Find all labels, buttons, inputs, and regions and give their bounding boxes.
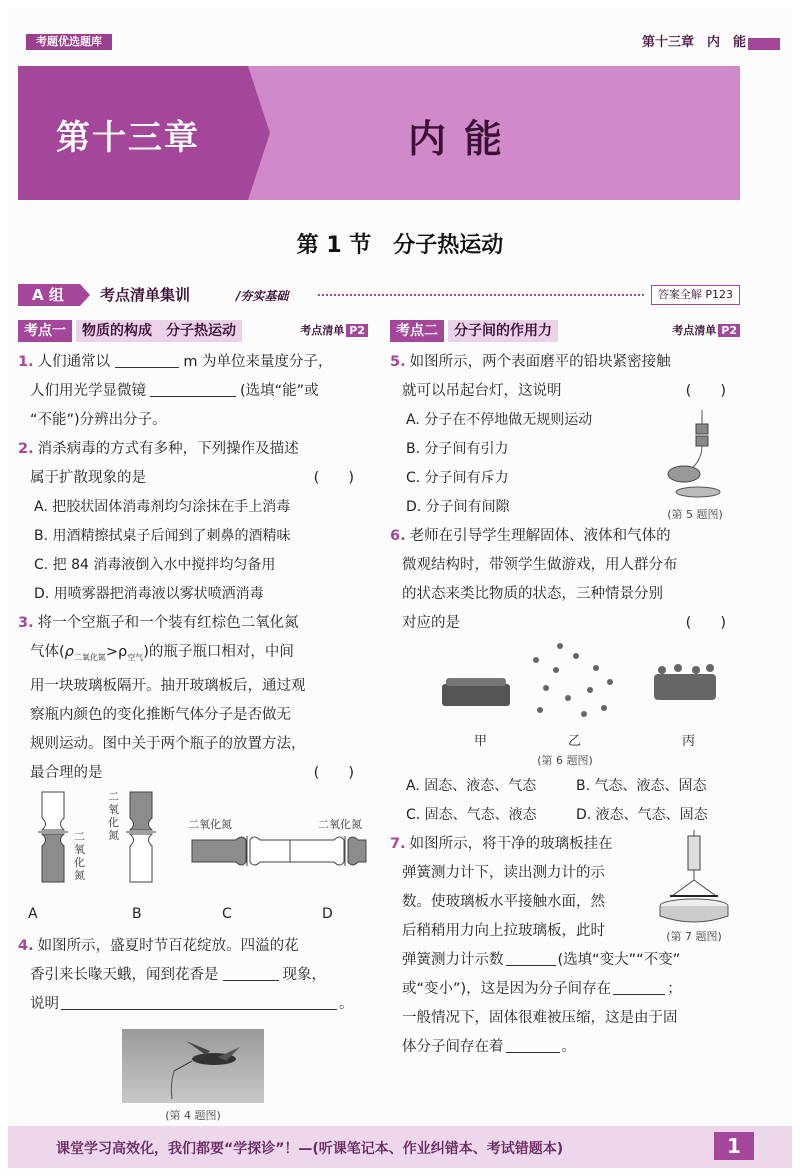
option-a[interactable]: A. 分子在不停地做无规则运动 bbox=[406, 412, 593, 428]
option-b[interactable]: B. 用酒精擦拭桌子后闻到了刺鼻的酒精味 bbox=[34, 528, 291, 544]
kp-tag: 考点二 bbox=[390, 320, 444, 342]
gas-label-a: 二氧化氮 bbox=[74, 829, 85, 882]
question-number: 4. bbox=[18, 937, 34, 954]
figure-caption: (第 7 题图) bbox=[666, 930, 722, 943]
page-footer bbox=[8, 1126, 792, 1168]
question-3 bbox=[18, 609, 368, 932]
answer-reference: 答案全解 P123 bbox=[651, 285, 740, 305]
gas-label-c: 二氧化氮 bbox=[188, 817, 232, 831]
question-text: 对应的是 bbox=[402, 615, 460, 631]
question-text: 一般情况下，固体很难被压缩，这是由于固 bbox=[402, 1010, 678, 1026]
option-c[interactable]: C. 固态、气态、液态 bbox=[406, 807, 537, 823]
moth-icon bbox=[122, 1029, 264, 1103]
option-a[interactable]: A. 把胶状固体消毒剂均匀涂抹在手上消毒 bbox=[34, 499, 291, 515]
question-text: 如图所示，盛夏时节百花绽放。四溢的花 bbox=[37, 937, 299, 954]
question-text: 弹簧测力计下，读出测力计的示 bbox=[402, 865, 605, 881]
question-text: m 为单位来量度分子， bbox=[183, 354, 333, 370]
question-text: ； bbox=[667, 981, 682, 997]
question-text: (选填“能”或 bbox=[240, 383, 319, 399]
chapter-title: 内能 bbox=[408, 117, 521, 161]
right-column bbox=[390, 320, 740, 1062]
question-number: 6. bbox=[390, 528, 406, 544]
question-text: “不能”)分辨出分子。 bbox=[30, 412, 167, 428]
option-row bbox=[390, 772, 740, 801]
answer-blank[interactable] bbox=[506, 951, 556, 966]
answer-blank[interactable] bbox=[506, 1038, 560, 1053]
answer-blank[interactable] bbox=[150, 382, 236, 397]
label-yi: 乙 bbox=[568, 734, 582, 749]
option-d[interactable]: D. 液态、气态、固态 bbox=[576, 807, 708, 823]
question-text: 属于扩散现象的是 bbox=[30, 470, 146, 486]
spring-scale-figure bbox=[654, 830, 734, 926]
label-d[interactable]: D bbox=[322, 905, 333, 922]
page-number: 1 bbox=[714, 1132, 754, 1160]
kp-reference bbox=[300, 322, 368, 340]
option-b[interactable]: B. 分子间有引力 bbox=[406, 441, 509, 457]
question-number: 1. bbox=[18, 354, 34, 370]
label-c[interactable]: C bbox=[222, 905, 232, 922]
running-header: 第十三章 内 能 bbox=[641, 35, 746, 50]
question-2 bbox=[18, 435, 368, 609]
group-bar bbox=[18, 284, 740, 306]
figure-labels bbox=[28, 905, 368, 932]
kp-tag: 考点一 bbox=[18, 320, 72, 342]
question-text: 香引来长喙天蛾，闻到花香是 bbox=[30, 966, 219, 983]
answer-blank[interactable] bbox=[61, 995, 337, 1010]
question-text: 气体( bbox=[30, 644, 65, 660]
gas-label-b: 二氧化氮 bbox=[108, 789, 119, 842]
question-text: 最合理的是 bbox=[30, 764, 103, 781]
gas-label-d: 二氧化氮 bbox=[318, 817, 362, 831]
kp-ref-page: P2 bbox=[718, 324, 740, 337]
lamp-icon bbox=[658, 410, 738, 502]
question-text: )的瓶子瓶口相对，中间 bbox=[143, 644, 294, 660]
question-number: 7. bbox=[390, 836, 406, 852]
question-text: 就可以吊起台灯，这说明 bbox=[402, 383, 562, 399]
question-text: (选填“变大”“不变” bbox=[557, 952, 681, 968]
question-number: 2. bbox=[18, 441, 34, 457]
lamp-figure bbox=[658, 410, 738, 502]
question-text: 老师在引导学生理解固体、液体和气体的 bbox=[409, 528, 671, 544]
question-text: 消杀病毒的方式有多种，下列操作及描述 bbox=[37, 441, 299, 457]
spring-scale-icon bbox=[654, 830, 734, 926]
question-text: 微观结构时，带领学生做游戏，用人群分布 bbox=[402, 557, 678, 573]
label-jia: 甲 bbox=[474, 734, 488, 749]
question-text: 。 bbox=[339, 995, 354, 1012]
label-b[interactable]: B bbox=[132, 905, 142, 922]
option-c[interactable]: C. 分子间有斥力 bbox=[406, 470, 509, 486]
question-text: 或“变小”)，这是因为分子间存在 bbox=[402, 981, 612, 997]
option-b[interactable]: B. 气态、液态、固态 bbox=[576, 778, 707, 794]
answer-paren[interactable]: ( ) bbox=[685, 615, 726, 631]
rho-symbol: ρ bbox=[64, 644, 74, 660]
question-text: 。 bbox=[561, 1039, 576, 1055]
moth-photo bbox=[122, 1029, 264, 1103]
chapter-banner bbox=[18, 66, 740, 200]
book-series-label: 考题优选题库 bbox=[26, 34, 112, 50]
figure-caption: (第 4 题图) bbox=[165, 1108, 221, 1122]
option-d[interactable]: D. 分子间有间隙 bbox=[406, 499, 510, 515]
question-7 bbox=[390, 830, 740, 1062]
question-text: 现象， bbox=[282, 966, 326, 983]
kp-title: 分子间的作用力 bbox=[448, 320, 558, 342]
footer-slogan: 课堂学习高效化，我们都要“学探诊”！—(听课笔记本、作业纠错本、考试错题本) bbox=[56, 1141, 564, 1157]
subscript: 二氧化氮 bbox=[73, 652, 106, 662]
crowd-diagram bbox=[390, 638, 740, 730]
subscript: 空气 bbox=[127, 652, 144, 662]
question-text: 规则运动。图中关于两个瓶子的放置方法， bbox=[30, 735, 306, 752]
crowd-figure bbox=[390, 638, 740, 730]
figure-caption: (第 5 题图) bbox=[667, 508, 723, 521]
question-text: 数。使玻璃板水平接触水面，然 bbox=[402, 894, 605, 910]
kp-ref-label: 考点清单 bbox=[672, 324, 717, 337]
section-title: 第 1 节 分子热运动 bbox=[296, 233, 504, 258]
question-5 bbox=[390, 348, 740, 522]
figure-caption: (第 6 题图) bbox=[537, 754, 593, 767]
question-text: 的状态来类比物质的状态，三种情景分别 bbox=[402, 586, 663, 602]
question-number: 3. bbox=[18, 615, 34, 631]
group-title: 考点清单集训 bbox=[100, 286, 191, 304]
question-4 bbox=[18, 932, 368, 1123]
answer-paren[interactable]: ( ) bbox=[313, 470, 354, 486]
option-d[interactable]: D. 用喷雾器把消毒液以雾状喷洒消毒 bbox=[34, 586, 264, 602]
question-text: 如图所示，将干净的玻璃板挂在 bbox=[409, 836, 613, 852]
kp-ref-page: P2 bbox=[346, 324, 368, 337]
question-1 bbox=[18, 348, 368, 435]
label-a[interactable]: A bbox=[28, 905, 38, 922]
knowledge-point-bar bbox=[390, 320, 740, 342]
question-number: 5. bbox=[390, 354, 406, 370]
question-text: 体分子间存在着 bbox=[402, 1039, 504, 1055]
answer-paren[interactable]: ( ) bbox=[685, 383, 726, 399]
question-text: >ρ bbox=[105, 644, 128, 660]
question-text: 人们用光学显微镜 bbox=[30, 383, 146, 399]
question-text: 将一个空瓶子和一个装有红棕色二氧化氮 bbox=[37, 615, 299, 631]
question-text: 后稍稍用力向上拉玻璃板，此时 bbox=[402, 923, 605, 939]
question-6 bbox=[390, 522, 740, 830]
question-text: 如图所示，两个表面磨平的铅块紧密接触 bbox=[409, 354, 671, 370]
answer-blank[interactable] bbox=[223, 966, 279, 981]
kp-reference bbox=[672, 322, 740, 340]
label-bing: 丙 bbox=[682, 734, 696, 749]
answer-blank[interactable] bbox=[115, 353, 179, 368]
group-subtitle: /夯实基础 bbox=[236, 289, 289, 303]
question-text: 弹簧测力计示数 bbox=[402, 952, 504, 968]
kp-ref-label: 考点清单 bbox=[300, 324, 345, 337]
question-text: 说明 bbox=[30, 995, 59, 1012]
option-c[interactable]: C. 把 84 消毒液倒入水中搅拌均匀备用 bbox=[34, 557, 276, 573]
crowd-labels bbox=[390, 730, 740, 752]
option-row bbox=[390, 801, 740, 830]
knowledge-point-bar bbox=[18, 320, 368, 342]
kp-title: 物质的构成 分子热运动 bbox=[76, 320, 242, 342]
question-text: 人们通常以 bbox=[37, 354, 111, 370]
page bbox=[8, 8, 792, 1168]
answer-paren[interactable]: ( ) bbox=[313, 764, 354, 781]
option-a[interactable]: A. 固态、液态、气态 bbox=[406, 778, 537, 794]
group-tag: A 组 bbox=[18, 284, 80, 306]
question-text: 察瓶内颜色的变化推断气体分子是否做无 bbox=[30, 706, 291, 723]
question-text: 用一块玻璃板隔开。抽开玻璃板后，通过观 bbox=[30, 677, 306, 694]
chevron-right-icon bbox=[80, 284, 90, 306]
header-accent-bar bbox=[748, 38, 780, 50]
left-column bbox=[18, 320, 368, 1123]
chapter-number: 第十三章 bbox=[56, 118, 200, 158]
dotted-divider bbox=[318, 294, 644, 296]
answer-blank[interactable] bbox=[613, 980, 665, 995]
bottle-figures bbox=[32, 788, 368, 906]
banner-arrow-icon bbox=[248, 66, 270, 200]
